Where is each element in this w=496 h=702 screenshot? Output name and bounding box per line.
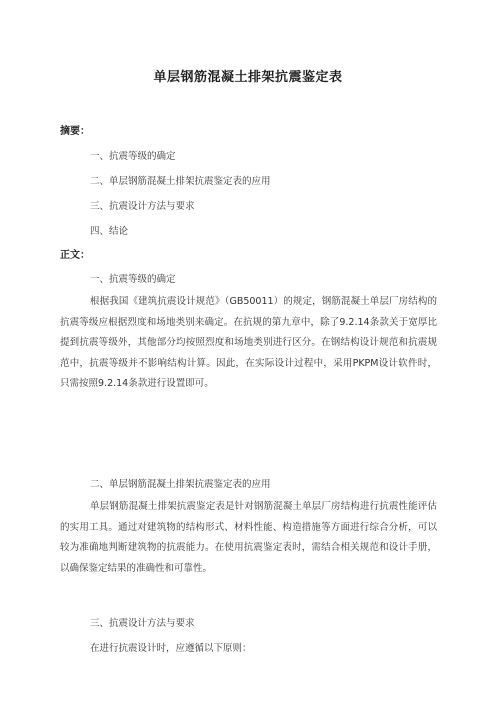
section2-paragraph: 单层钢筋混凝土排架抗震鉴定表是针对钢筋混凝土单层厂房结构进行抗震性能评估的实用工具。通过对建筑物的结构形式、材料性能、构造措施等方面进行综合分析，可以较为准确地判断建筑物的抗震能力。在使用抗震鉴定表时，需结合相关规范和设计手册，以确保鉴定结果的准确性和可靠性。 xyxy=(60,501,437,574)
abstract-item-1: 一、抗震等级的确定 xyxy=(90,151,176,162)
section1-heading: 一、抗震等级的确定 xyxy=(90,274,176,285)
abstract-label: 摘要： xyxy=(60,126,90,137)
section3-heading: 三、抗震设计方法与要求 xyxy=(90,618,195,629)
section1-paragraph: 根据我国《建筑抗震设计规范》（GB50011）的规定，钢筋混凝土单层厂房结构的抗震等级应根据烈度和场地类别来确定。在抗规的第九章中，除了9.2.14条款关于宽厚比提到抗震等级外，其他部分均按照烈度和场地类别进行区分。在钢结构设计规范和抗震规范中，抗震等级并不影响结构计算。因此，在实际设计过程中，采用PKPM设计软件时，只需按照9.2.14条款进行设置即可。 xyxy=(60,296,437,389)
abstract-item-3: 三、抗震设计方法与要求 xyxy=(90,201,195,212)
section2-heading: 二、单层钢筋混凝土排架抗震鉴定表的应用 xyxy=(90,479,271,490)
body-label: 正文： xyxy=(60,250,90,261)
abstract-item-2: 二、单层钢筋混凝土排架抗震鉴定表的应用 xyxy=(90,176,271,187)
section3-intro: 在进行抗震设计时，应遵循以下原则： xyxy=(90,643,252,654)
document-title: 单层钢筋混凝土排架抗震鉴定表 xyxy=(153,70,343,85)
abstract-item-4: 四、结论 xyxy=(90,226,129,237)
